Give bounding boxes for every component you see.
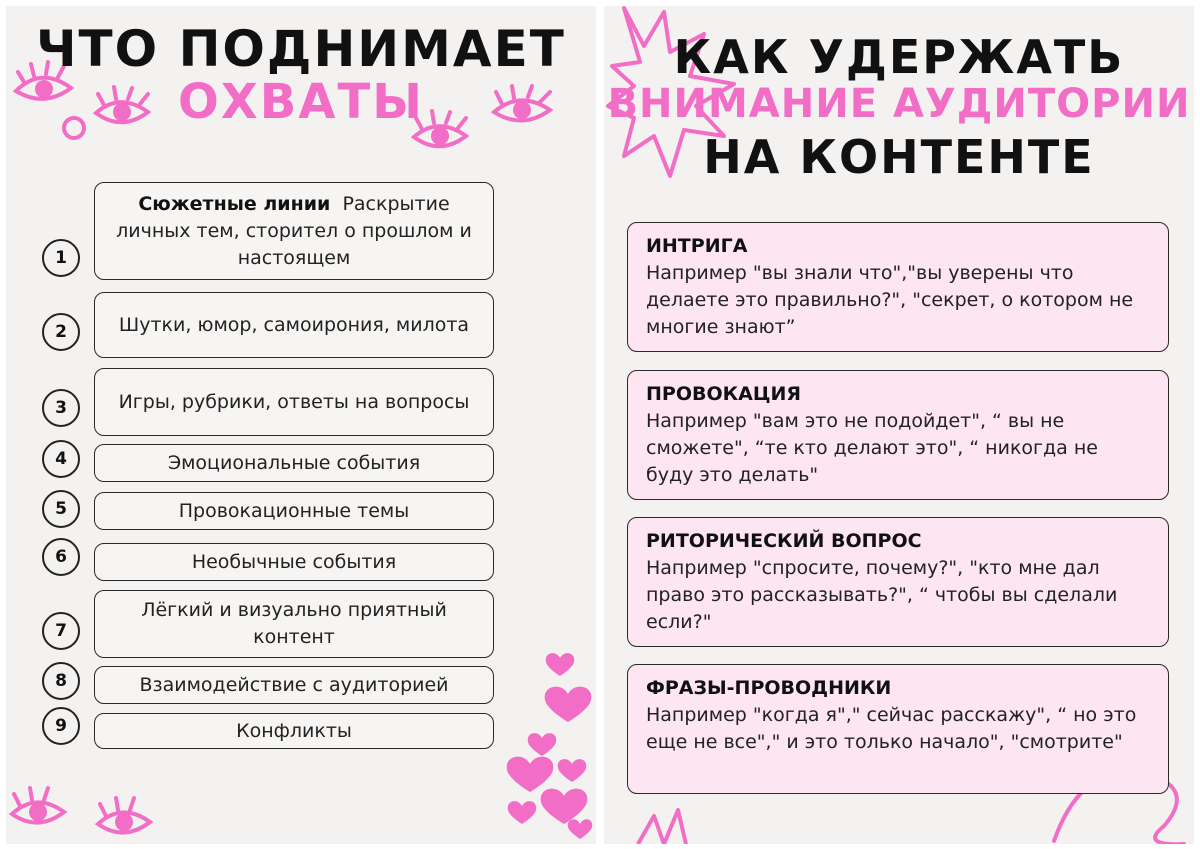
tip-card-text: Например "вам это не подойдет", “ вы не сможете", “те кто делают это", “ никогда не буду это делать": [646, 410, 1098, 486]
item-box: [94, 182, 494, 280]
item-box: Взаимодействие с аудиторией: [94, 666, 494, 704]
left-panel: [6, 6, 596, 844]
right-title-line2: ВНИМАНИЕ АУДИТОРИИ: [607, 81, 1191, 127]
tip-card-text: Например "когда я"," сейчас расскажу", “ но это еще не все"," и это только начало", "смотрите": [646, 704, 1137, 753]
tip-card-title: ФРАЗЫ-ПРОВОДНИКИ: [646, 677, 892, 699]
number-badge: 6: [42, 538, 80, 576]
right-title-line3: НА КОНТЕНТЕ: [703, 130, 1095, 184]
number-badge: 9: [42, 707, 80, 745]
tip-card-title: ИНТРИГА: [646, 235, 748, 257]
item-box: Провокационные темы: [94, 492, 494, 530]
tip-card-text: Например "спросите, почему?", "кто мне дал право это рассказывать?", “ чтобы вы сделали если?": [646, 557, 1118, 633]
eye-doodle-icon: [6, 780, 176, 844]
item-box: Эмоциональные события: [94, 444, 494, 482]
left-title-line2: ОХВАТЫ: [177, 74, 425, 130]
heart-icon: [502, 646, 596, 844]
item-box: Шутки, юмор, самоирония, милота: [94, 292, 494, 358]
item-box: Игры, рубрики, ответы на вопросы: [94, 368, 494, 436]
number-badge: 2: [42, 313, 80, 351]
item-bold-label: Сюжетные линии: [138, 192, 331, 215]
item-box: Лёгкий и визуально приятный контент: [94, 590, 494, 658]
tip-card: [627, 370, 1169, 500]
right-panel: [604, 6, 1194, 844]
item-box: Конфликты: [94, 713, 494, 749]
number-badge: 3: [42, 389, 80, 427]
item-box: Необычные события: [94, 543, 494, 581]
tip-card-title: ПРОВОКАЦИЯ: [646, 383, 802, 405]
tip-card-title: РИТОРИЧЕСКИЙ ВОПРОС: [646, 530, 922, 552]
tip-card: [627, 517, 1169, 647]
right-title-line1: КАК УДЕРЖАТЬ: [673, 30, 1125, 84]
tip-card: [627, 664, 1169, 794]
number-badge: 8: [42, 662, 80, 700]
tip-card-text: Например "вы знали что","вы уверены что делаете это правильно?", "секрет, о котором не многие знают”: [646, 262, 1134, 338]
number-badge: 1: [42, 239, 80, 277]
left-title-line1: ЧТО ПОДНИМАЕТ: [36, 20, 566, 78]
number-badge: 7: [42, 612, 80, 650]
item-text: Раскрытие личных тем, сторител о прошлом и настоящем: [116, 192, 472, 269]
starburst-icon: [634, 806, 714, 844]
number-badge: 4: [42, 440, 80, 478]
tip-card: [627, 222, 1169, 352]
number-badge: 5: [42, 490, 80, 528]
